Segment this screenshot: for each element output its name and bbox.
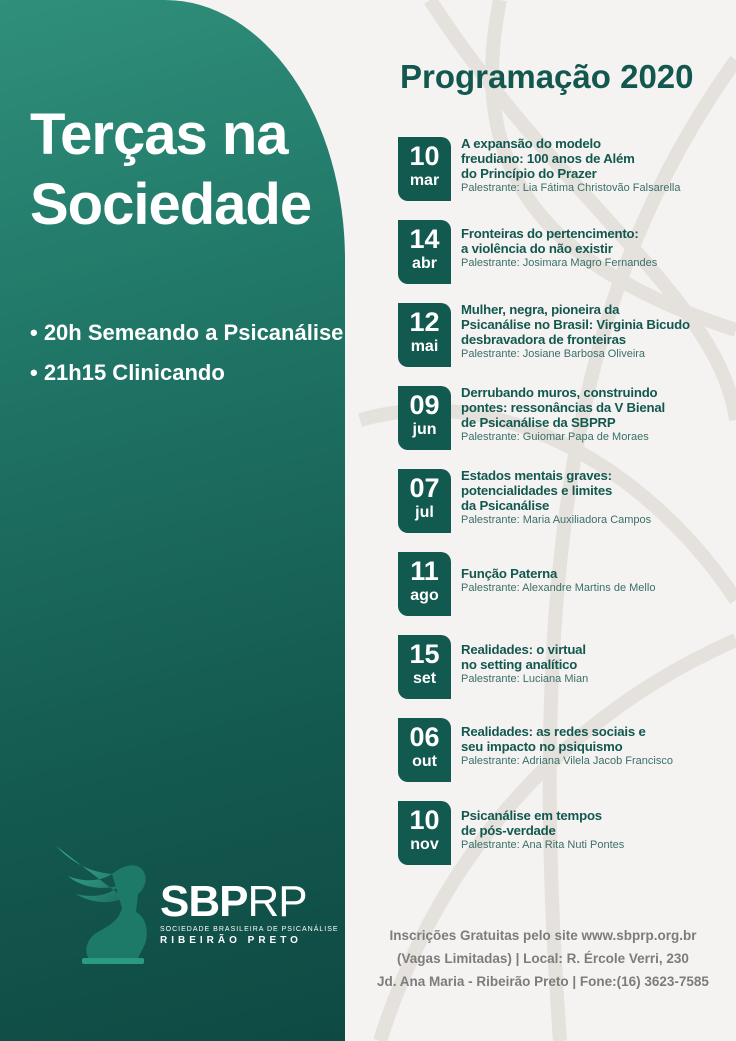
event-title — [461, 468, 731, 513]
footer-info — [350, 924, 736, 993]
logo-suffix-text: RP — [247, 877, 307, 926]
date-month: nov — [410, 836, 439, 853]
event-speaker: Palestrante: Guiomar Papa de Moraes — [461, 431, 649, 443]
event-title-line: Estados mentais graves: — [461, 468, 612, 483]
event-title — [461, 642, 731, 672]
date-day: 09 — [409, 390, 440, 420]
event-title — [461, 385, 731, 430]
event-title-line: da Psicanálise — [461, 498, 550, 513]
date-badge — [398, 386, 451, 450]
date-badge — [398, 801, 451, 865]
event-speaker: Palestrante: Alexandre Martins de Mello — [461, 582, 656, 594]
event-title-line: de Psicanálise da SBPRP — [461, 415, 616, 430]
event-title — [461, 302, 731, 347]
event-title-line: Psicanálise no Brasil: Virginia Bicudo — [461, 317, 690, 332]
event-speaker: Palestrante: Ana Rita Nuti Pontes — [461, 839, 625, 851]
date-month: out — [412, 753, 437, 770]
event-title-line: potencialidades e limites — [461, 483, 613, 498]
event-text — [461, 642, 731, 686]
event-speaker: Palestrante: Luciana Mian — [461, 673, 589, 685]
event-text — [461, 302, 731, 361]
event-title-line: Realidades: o virtual — [461, 642, 586, 657]
event-title — [461, 226, 731, 256]
event-title-line: Derrubando muros, construindo — [461, 385, 658, 400]
event-speaker: Palestrante: Adriana Vilela Jacob Francisco — [461, 755, 673, 767]
date-month: ago — [410, 587, 439, 604]
date-badge — [398, 137, 451, 201]
date-badge — [398, 303, 451, 367]
event-text — [461, 724, 731, 768]
date-day: 11 — [410, 556, 439, 586]
date-badge — [398, 635, 451, 699]
event-text — [461, 566, 731, 595]
session-list — [30, 313, 343, 393]
date-day: 15 — [409, 639, 440, 669]
date-day: 14 — [409, 224, 440, 254]
event-title-line: Fronteiras do pertencimento: — [461, 226, 639, 241]
event-title-line: Psicanálise em tempos — [461, 808, 602, 823]
sbprp-logo — [160, 877, 339, 946]
date-month: abr — [412, 255, 437, 272]
session-item: • 21h15 Clinicando — [30, 360, 225, 385]
program-title: Programação 2020 — [400, 58, 694, 95]
logo-city: RIBEIRÃO PRETO — [160, 935, 302, 946]
footer-line: (Vagas Limitadas) | Local: R. Ércole Verri, 230 — [397, 951, 689, 966]
event-title — [461, 136, 731, 181]
event-title-line: A expansão do modelo — [461, 136, 601, 151]
date-month: jun — [412, 421, 437, 438]
footer-line: Jd. Ana Maria - Ribeirão Preto | Fone:(16) 3623-7585 — [377, 974, 709, 989]
main-title-line: Sociedade — [30, 171, 312, 237]
event-title-line: a violência do não existir — [461, 241, 613, 256]
date-month: mai — [410, 338, 439, 355]
logo-wordmark — [160, 877, 339, 926]
date-day: 06 — [409, 722, 440, 752]
event-title-line: do Princípio do Prazer — [461, 166, 597, 181]
event-text — [461, 136, 731, 195]
event-title-line: de pós-verdade — [461, 823, 556, 838]
event-text — [461, 385, 731, 444]
date-day: 12 — [409, 307, 440, 337]
footer-line: Inscrições Gratuitas pelo site www.sbprp.org.br — [389, 928, 697, 943]
event-title — [461, 566, 731, 581]
date-day: 10 — [409, 805, 440, 835]
main-title-line: Terças na — [30, 102, 288, 167]
date-day: 10 — [409, 141, 440, 171]
event-text — [461, 808, 731, 852]
event-speaker: Palestrante: Josimara Magro Fernandes — [461, 257, 658, 269]
date-day: 07 — [409, 473, 440, 503]
logo-main-text: SBP — [160, 877, 248, 926]
event-speaker: Palestrante: Maria Auxiliadora Campos — [461, 514, 652, 526]
event-title-line: no setting analítico — [461, 657, 578, 672]
date-month: set — [412, 670, 437, 687]
main-title — [30, 100, 330, 239]
logo-subtitle: SOCIEDADE BRASILEIRA DE PSICANÁLISE — [160, 926, 339, 933]
date-month: mar — [409, 172, 440, 189]
event-title-line: Mulher, negra, pioneira da — [461, 302, 620, 317]
event-speaker: Palestrante: Josiane Barbosa Oliveira — [461, 348, 646, 360]
event-title-line: seu impacto no psiquismo — [461, 739, 623, 754]
event-title-line: pontes: ressonâncias da V Bienal — [461, 400, 665, 415]
date-badge — [398, 220, 451, 284]
event-speaker: Palestrante: Lia Fátima Christovão Falsarella — [461, 182, 681, 194]
date-badge — [398, 469, 451, 533]
event-title-line: desbravadora de fronteiras — [461, 332, 626, 347]
event-text — [461, 468, 731, 527]
event-title — [461, 724, 731, 754]
event-title-line: freudiano: 100 anos de Além — [461, 151, 635, 166]
event-title-line: Função Paterna — [461, 566, 558, 581]
event-title-line: Realidades: as redes sociais e — [461, 724, 646, 739]
session-item: • 20h Semeando a Psicanálise — [30, 320, 344, 345]
event-text — [461, 226, 731, 270]
event-title — [461, 808, 731, 838]
date-badge — [398, 718, 451, 782]
date-badge — [398, 552, 451, 616]
date-month: jul — [415, 504, 434, 521]
